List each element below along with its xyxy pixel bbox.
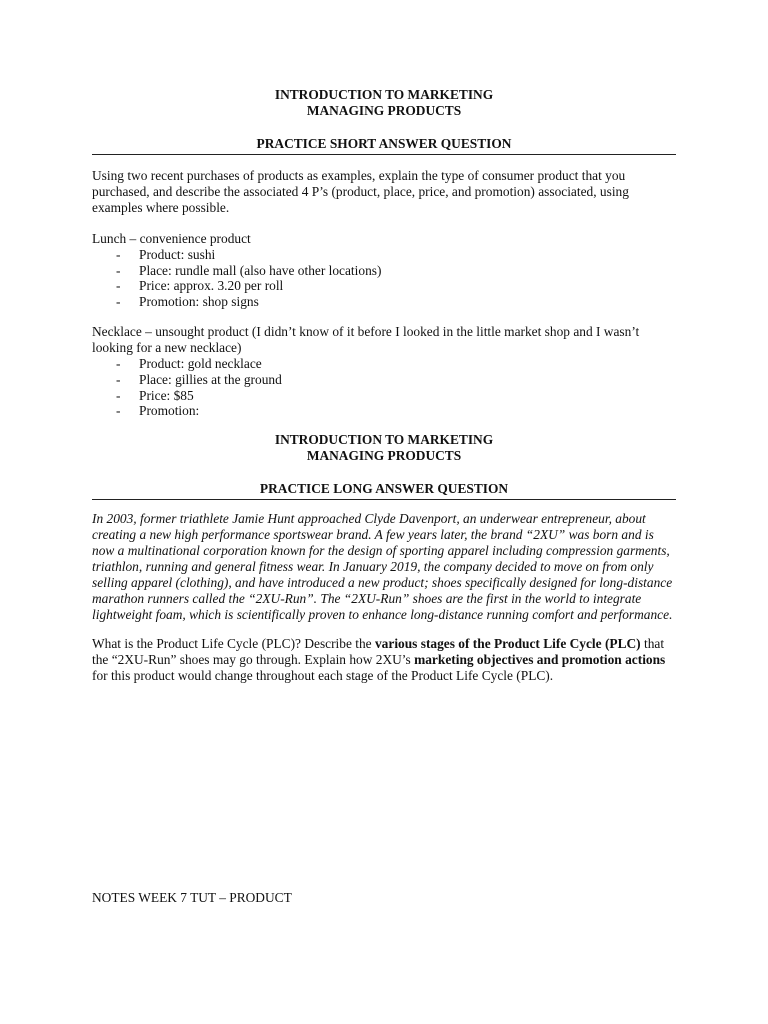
short-answer-question: Using two recent purchases of products as examples, explain the type of consumer product that you purchased, and describe the associated 4 P’s (product, place, price, and promotion) associated, using examples where possible. xyxy=(92,168,629,215)
list-item: - Place: rundle mall (also have other locations) xyxy=(116,262,382,278)
example2-list xyxy=(92,356,676,418)
section1-title-line1: INTRODUCTION TO MARKETING xyxy=(274,87,494,102)
notes-footer: NOTES WEEK 7 TUT – PRODUCT xyxy=(92,890,292,905)
list-item: - Place: gillies at the ground xyxy=(116,371,282,387)
document-page xyxy=(92,0,676,905)
section2-title-line2: MANAGING PRODUCTS xyxy=(306,447,462,463)
example1-heading: Lunch – convenience product xyxy=(92,231,251,246)
section1-subtitle: PRACTICE SHORT ANSWER QUESTION xyxy=(92,136,676,155)
example2-heading: Necklace – unsought product (I didn’t know of it before I looked in the little market shop and I wasn’t looking for a new necklace) xyxy=(92,324,640,356)
list-item: - Price: approx. 3.20 per roll xyxy=(116,278,284,294)
section2-title-line1: INTRODUCTION TO MARKETING xyxy=(274,431,494,447)
list-item: - Product: gold necklace xyxy=(116,356,262,372)
long-answer-question: What is the Product Life Cycle (PLC)? Describe the various stages of the Product Life Cycle (PLC) that the “2XU-Run” shoes may go through. Explain how 2XU’s marketing objectives and promotion actions for this product would change throughout each stage of the Product Life Cycle (PLC). xyxy=(92,635,666,683)
section1-title-line2: MANAGING PRODUCTS xyxy=(306,103,462,118)
case-study-paragraph: In 2003, former triathlete Jamie Hunt approached Clyde Davenport, an underwear entrepreneur, about creating a new high performance sportswear brand. A few years later, the brand “2XU” was born and is now a multinational corporation known for the design of sporting apparel including compression garments, triathlon, running and general fitness wear. In January 2019, the company decided to move on from only selling apparel (clothing), and have introduced a new product; shoes specifically designed for long-distance marathon runners called the “2XU-Run”. The “2XU-Run” shoes are the first in the world to integrate lightweight foam, which is scientifically proven to enhance long-distance running comfort and performance. xyxy=(92,510,673,622)
list-item: - Product: sushi xyxy=(116,247,216,262)
example1-list xyxy=(92,247,676,309)
list-item: - Promotion: shop signs xyxy=(116,293,259,309)
list-item: - Price: $85 xyxy=(116,387,194,403)
section2-subtitle: PRACTICE LONG ANSWER QUESTION xyxy=(92,481,676,500)
list-item: - Promotion: xyxy=(116,403,200,419)
